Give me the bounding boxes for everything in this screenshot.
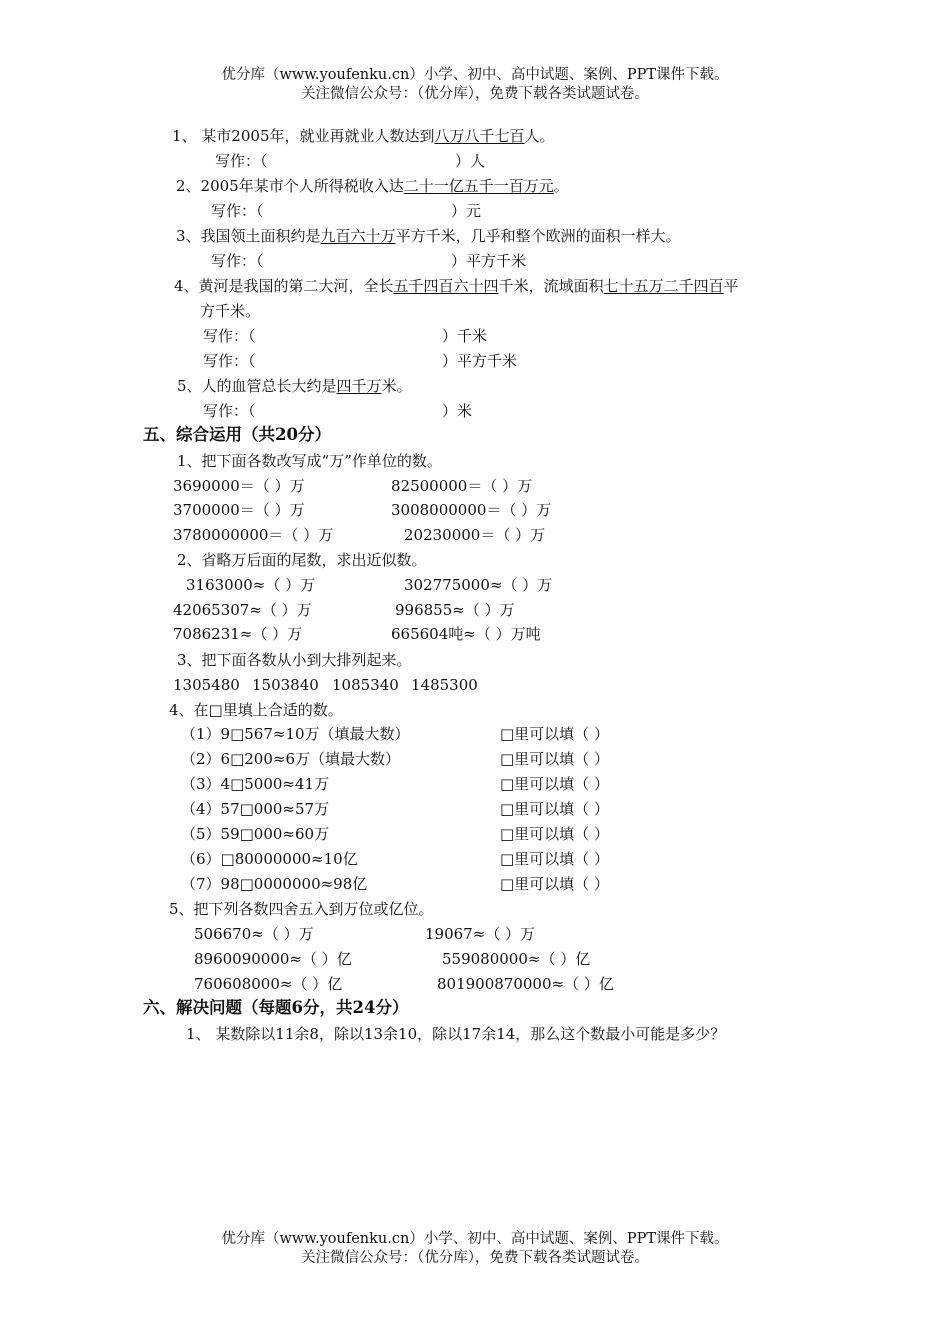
- q3-unit: ）平方千米: [451, 252, 527, 270]
- p5-item: 506670≈（ ）万: [194, 925, 314, 943]
- q1-write-label: 写作：（: [215, 152, 268, 170]
- p5-item: 8960090000≈（ ）亿: [194, 950, 352, 968]
- q2-text: 2、2005年某市个人所得税收入达二十一亿五千一百万元。: [176, 177, 569, 195]
- q4-text-cont: 方千米。: [200, 302, 261, 320]
- p4-answer: □里可以填（ ）: [500, 800, 609, 818]
- q5-unit: ）米: [442, 402, 473, 420]
- p4-answer: □里可以填（ ）: [500, 875, 609, 893]
- p4-question: （3）4□5000≈41万: [181, 775, 330, 793]
- p2-item: 996855≈（ ）万: [395, 601, 515, 619]
- p4-answer: □里可以填（ ）: [500, 750, 609, 768]
- p1-item: 3008000000＝（ ）万: [391, 501, 552, 519]
- q4-unit-1: ）千米: [442, 327, 488, 345]
- section5-title: 五、综合运用（共20分）: [143, 425, 331, 444]
- p2-item: 665604吨≈（ ）万吨: [391, 625, 541, 643]
- q4-write-label-2: 写作：（: [203, 352, 256, 370]
- p4-answer: □里可以填（ ）: [500, 775, 609, 793]
- p2-item: 302775000≈（ ）万: [404, 576, 553, 594]
- p5-item: 801900870000≈（ ）亿: [437, 975, 614, 993]
- p1-item: 82500000＝（ ）万: [391, 477, 533, 495]
- p3-number: 1503840: [252, 676, 319, 694]
- p1-item: 3690000＝（ ）万: [173, 477, 305, 495]
- section6-title: 六、解决问题（每题6分，共24分）: [143, 998, 409, 1017]
- q2-write-label: 写作：（: [211, 202, 264, 220]
- p2-item: 42065307≈（ ）万: [173, 601, 312, 619]
- p1-item: 3700000＝（ ）万: [173, 501, 305, 519]
- q5-write-label: 写作：（: [203, 402, 256, 420]
- q4-text: 4、黄河是我国的第二大河，全长五千四百六十四千米，流域面积七十五万二千四百平: [174, 277, 739, 295]
- p2-item: 7086231≈（ ）万: [173, 625, 303, 643]
- section6-q1: 1、 某数除以11余8，除以13余10，除以17余14，那么这个数最小可能是多少？: [186, 1025, 726, 1043]
- p2-item: 3163000≈（ ）万: [186, 576, 316, 594]
- q1-unit: ）人: [455, 152, 486, 170]
- p1-item: 20230000＝（ ）万: [404, 526, 546, 544]
- p4-question: （5）59□000≈60万: [181, 825, 330, 843]
- q5-text: 5、人的血管总长大约是四千万米。: [177, 377, 412, 395]
- p4-answer: □里可以填（ ）: [500, 725, 609, 743]
- footer-line-1: 优分库（www.youfenku.cn）小学、初中、高中试题、案例、PPT课件下载。: [221, 1231, 729, 1247]
- p3-number: 1305480: [173, 676, 240, 694]
- q3-write-label: 写作：（: [211, 252, 264, 270]
- p2-title: 2、省略万后面的尾数，求出近似数。: [177, 551, 427, 569]
- p5-item: 760608000≈（ ）亿: [194, 975, 343, 993]
- p4-question: （6）□80000000≈10亿: [181, 850, 358, 868]
- q3-text: 3、我国领土面积约是九百六十万平方千米，几乎和整个欧洲的面积一样大。: [176, 227, 681, 245]
- p3-number: 1485300: [411, 676, 478, 694]
- footer-line-2: 关注微信公众号：（优分库），免费下载各类试题试卷。: [301, 1250, 649, 1266]
- p4-answer: □里可以填（ ）: [500, 825, 609, 843]
- p4-answer: □里可以填（ ）: [500, 850, 609, 868]
- p5-item: 559080000≈（ ）亿: [442, 950, 591, 968]
- p4-title: 4、在□里填上合适的数。: [169, 701, 343, 719]
- p4-question: （1）9□567≈10万（填最大数）: [181, 725, 410, 743]
- header-line-1: 优分库（www.youfenku.cn）小学、初中、高中试题、案例、PPT课件下载。: [221, 67, 729, 83]
- p4-question: （4）57□000≈57万: [181, 800, 330, 818]
- p4-question: （2）6□200≈6万（填最大数）: [181, 750, 401, 768]
- q4-unit-2: ）平方千米: [442, 352, 518, 370]
- p1-title: 1、把下面各数改写成“万”作单位的数。: [177, 452, 442, 470]
- header-line-2: 关注微信公众号：（优分库），免费下载各类试题试卷。: [301, 86, 649, 102]
- p5-item: 19067≈（ ）万: [425, 925, 536, 943]
- p3-number: 1085340: [332, 676, 399, 694]
- q2-unit: ）元: [451, 202, 482, 220]
- p5-title: 5、把下列各数四舍五入到万位或亿位。: [169, 900, 434, 918]
- p3-title: 3、把下面各数从小到大排列起来。: [177, 651, 412, 669]
- p1-item: 3780000000＝（ ）万: [173, 526, 334, 544]
- p4-question: （7）98□0000000≈98亿: [181, 875, 368, 893]
- q1-text: 1、 某市2005年，就业再就业人数达到八万八千七百人。: [172, 127, 555, 145]
- q4-write-label-1: 写作：（: [203, 327, 256, 345]
